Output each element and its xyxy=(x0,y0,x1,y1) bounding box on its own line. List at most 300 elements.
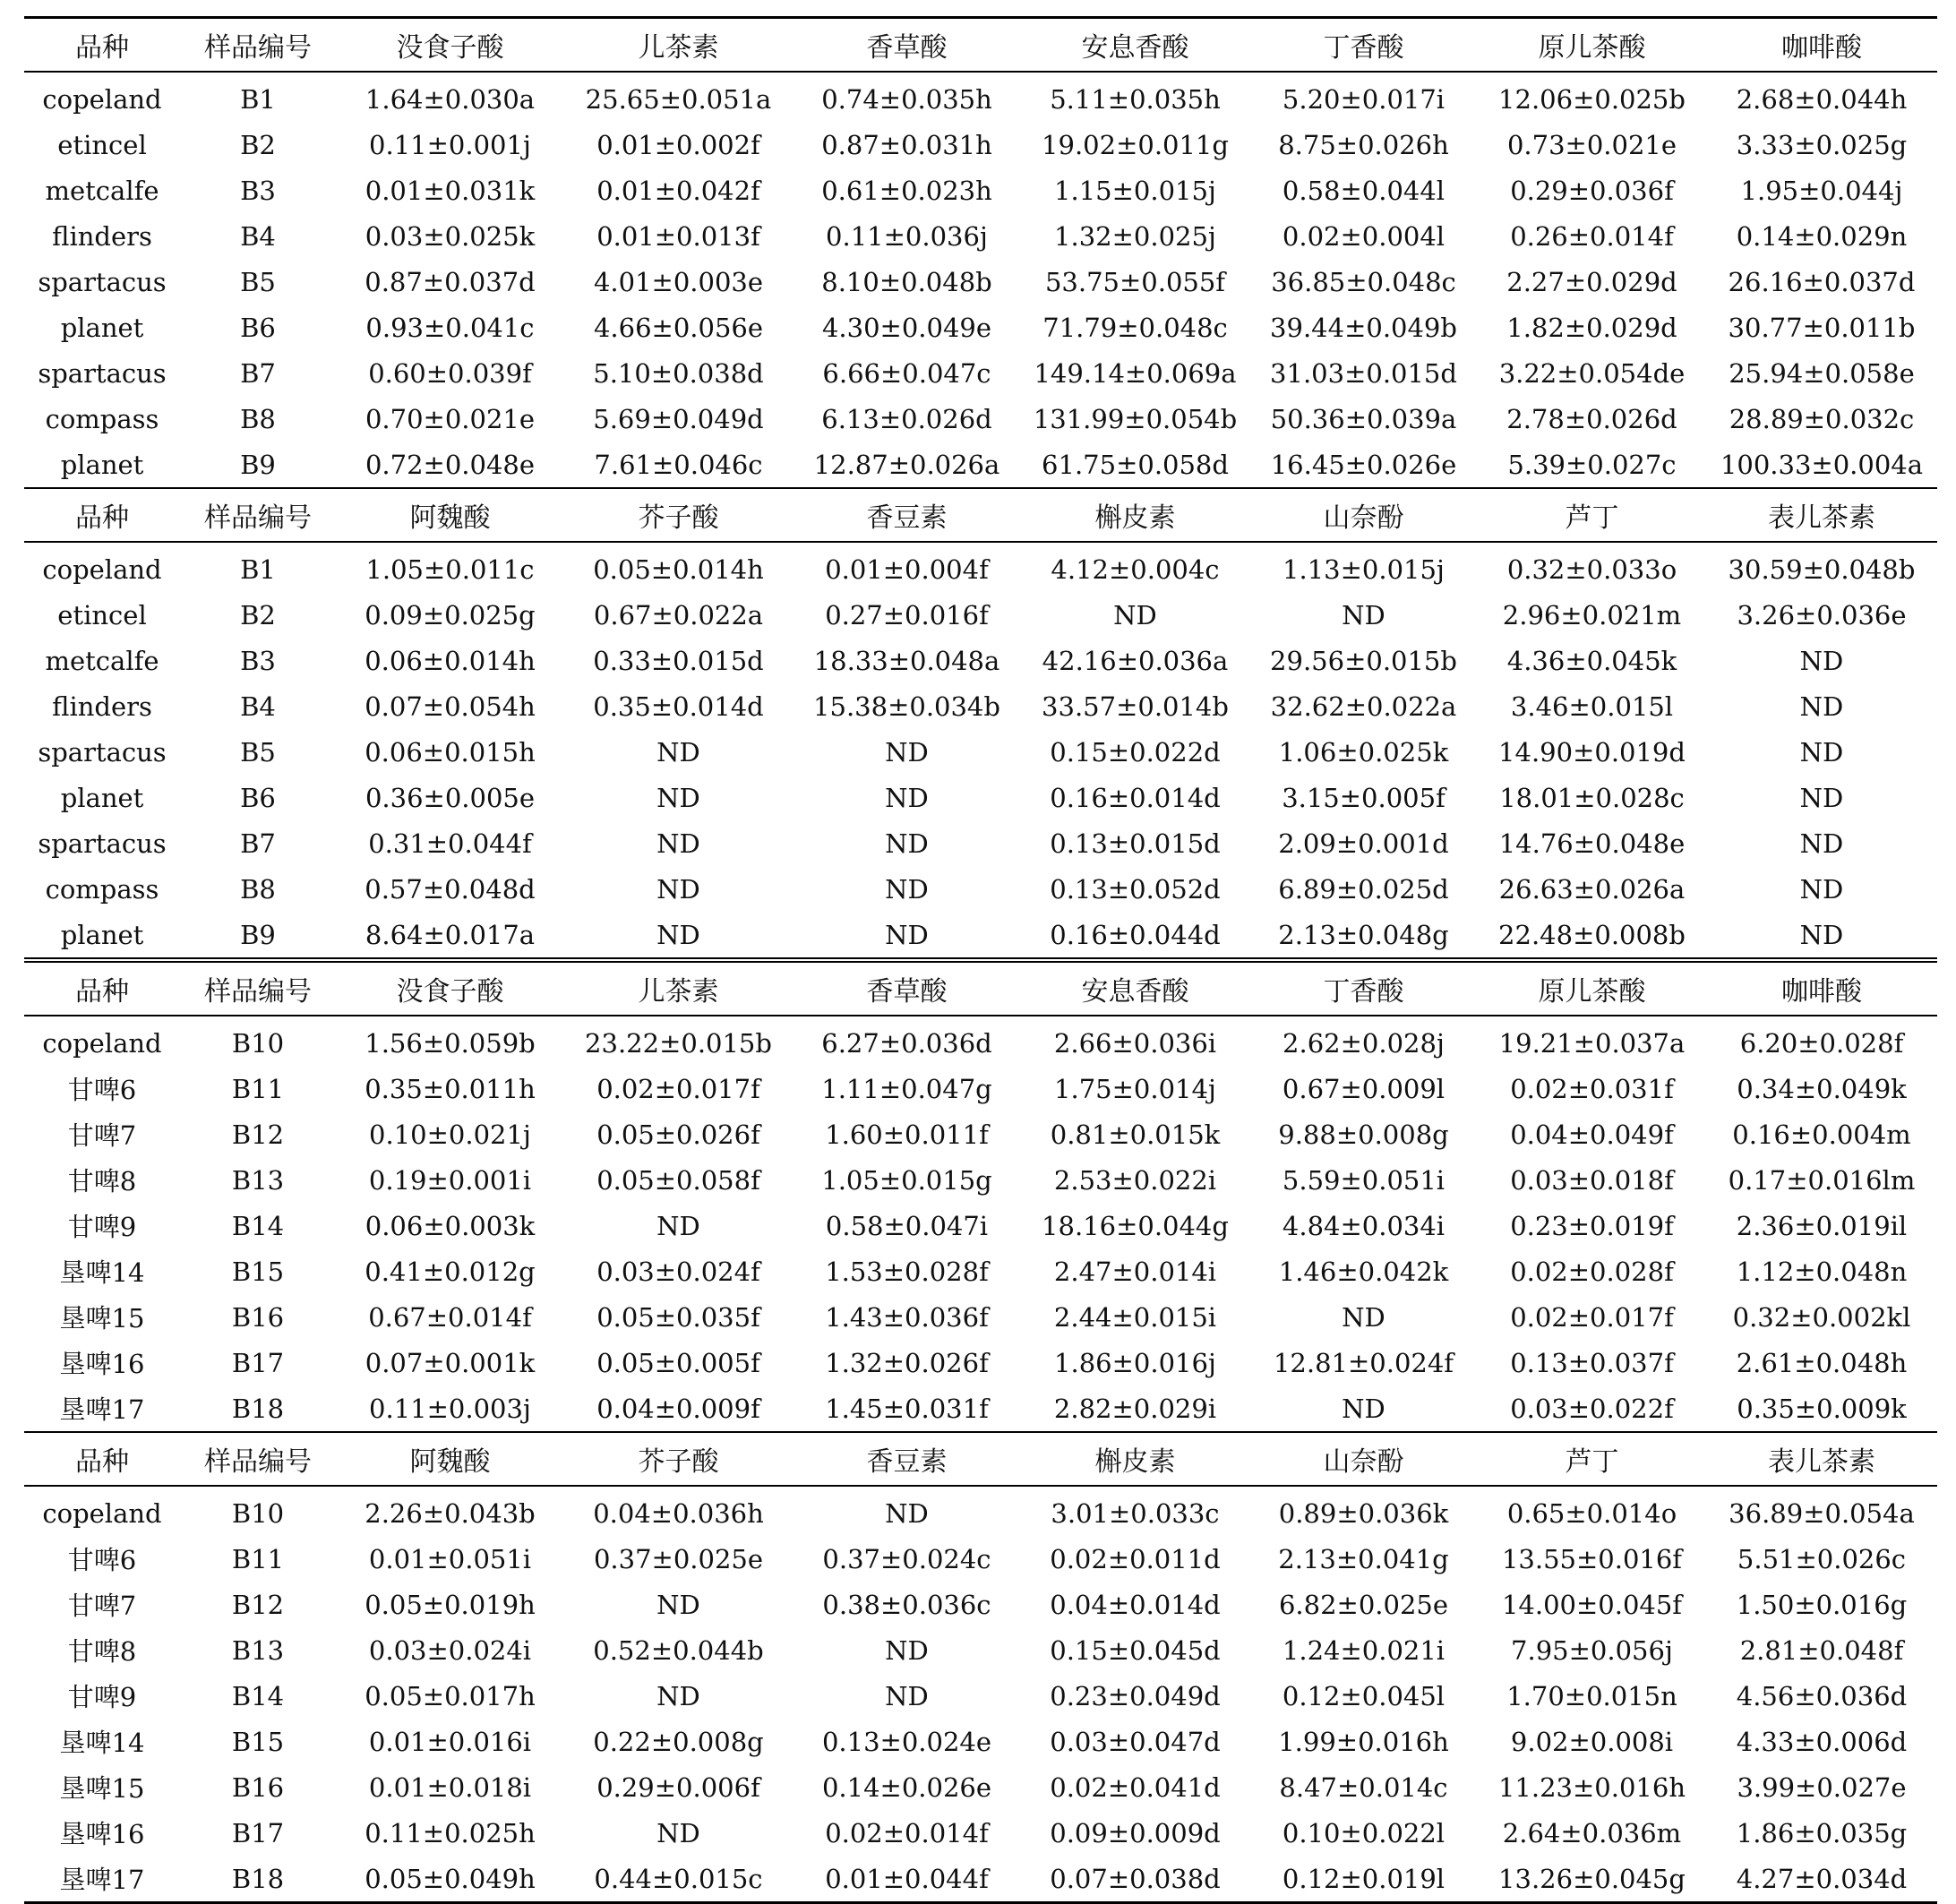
value-cell: 0.67±0.014f xyxy=(368,1301,532,1333)
value-cell: 5.10±0.038d xyxy=(593,357,764,389)
value-cell: 1.86±0.016j xyxy=(1054,1347,1216,1378)
value-cell: 0.01±0.031k xyxy=(365,175,536,206)
sample-id-cell: B1 xyxy=(240,83,276,115)
variety-cell: planet xyxy=(60,782,144,813)
value-cell: 0.01±0.051i xyxy=(368,1543,532,1574)
table-section-2 xyxy=(24,487,1937,957)
value-cell: 18.16±0.044g xyxy=(1042,1210,1229,1241)
variety-cell: flinders xyxy=(52,220,152,252)
variety-cell: 垦啤14 xyxy=(59,1257,145,1288)
sample-id-cell: B18 xyxy=(231,1863,285,1894)
value-cell: 13.26±0.045g xyxy=(1498,1863,1686,1894)
value-cell: 0.02±0.041d xyxy=(1050,1771,1221,1803)
value-cell: 0.19±0.001i xyxy=(368,1164,532,1196)
value-cell: 3.46±0.015l xyxy=(1510,690,1674,722)
value-cell: 2.36±0.019il xyxy=(1736,1210,1908,1241)
value-cell: 0.01±0.004f xyxy=(825,553,989,585)
value-cell: 5.11±0.035h xyxy=(1050,83,1221,115)
table-row xyxy=(24,775,1937,820)
sample-id-cell: B4 xyxy=(240,690,276,722)
column-header: 没食子酸 xyxy=(396,976,504,1008)
value-cell: 8.75±0.026h xyxy=(1278,129,1449,160)
value-cell: 0.60±0.039f xyxy=(368,357,532,389)
value-cell: 3.99±0.027e xyxy=(1737,1771,1907,1803)
value-cell: 25.65±0.051a xyxy=(585,83,772,115)
value-cell: 0.41±0.012g xyxy=(365,1256,536,1287)
value-cell: 0.12±0.019l xyxy=(1282,1863,1446,1894)
value-cell: 6.66±0.047c xyxy=(822,357,991,389)
variety-cell: planet xyxy=(60,919,144,950)
value-cell: 3.01±0.033c xyxy=(1051,1497,1220,1529)
value-cell: 1.12±0.048n xyxy=(1736,1256,1908,1287)
column-header: 香草酸 xyxy=(866,976,948,1008)
variety-cell: 甘啤6 xyxy=(67,1075,137,1105)
value-cell: 0.07±0.001k xyxy=(365,1347,536,1378)
table-row xyxy=(24,1582,1937,1627)
value-cell: ND xyxy=(1799,873,1844,905)
value-cell: 5.20±0.017i xyxy=(1282,83,1446,115)
value-cell: 0.33±0.015d xyxy=(593,645,764,676)
table-row xyxy=(24,1856,1937,1901)
value-cell: 0.04±0.014d xyxy=(1050,1589,1221,1620)
value-cell: 22.48±0.008b xyxy=(1498,919,1686,950)
sample-id-cell: B1 xyxy=(240,553,276,585)
value-cell: 0.15±0.045d xyxy=(1050,1634,1221,1666)
value-cell: ND xyxy=(885,1497,929,1529)
table-row xyxy=(24,1490,1937,1536)
table-section-3 xyxy=(24,957,1937,1431)
variety-cell: metcalfe xyxy=(45,645,159,676)
value-cell: 0.05±0.026f xyxy=(596,1119,760,1150)
value-cell: 3.26±0.036e xyxy=(1737,599,1907,630)
table-row xyxy=(24,213,1937,259)
value-cell: 1.06±0.025k xyxy=(1278,736,1449,768)
value-cell: 131.99±0.054b xyxy=(1033,403,1238,434)
variety-cell: 垦啤17 xyxy=(59,1394,145,1425)
value-cell: 2.26±0.043b xyxy=(365,1497,536,1529)
value-cell: 2.53±0.022i xyxy=(1053,1164,1217,1196)
variety-cell: compass xyxy=(45,403,159,434)
table-row xyxy=(24,76,1937,122)
variety-cell: copeland xyxy=(42,1497,162,1529)
column-header: 槲皮素 xyxy=(1094,502,1176,534)
value-cell: 1.13±0.015j xyxy=(1283,553,1445,585)
column-header: 山奈酚 xyxy=(1323,502,1404,534)
value-cell: 0.58±0.044l xyxy=(1282,175,1446,206)
column-header: 阿魏酸 xyxy=(409,502,491,534)
sample-id-cell: B10 xyxy=(231,1027,285,1059)
table-row xyxy=(24,1294,1937,1340)
value-cell: 0.11±0.025h xyxy=(365,1817,536,1848)
value-cell: 149.14±0.069a xyxy=(1034,357,1237,389)
value-cell: 0.09±0.009d xyxy=(1050,1817,1221,1848)
value-cell: 0.13±0.052d xyxy=(1050,873,1221,905)
value-cell: 0.67±0.022a xyxy=(593,599,764,630)
sample-id-cell: B14 xyxy=(231,1210,285,1241)
value-cell: 0.16±0.044d xyxy=(1050,919,1221,950)
variety-cell: 甘啤9 xyxy=(67,1212,137,1242)
value-cell: 28.89±0.032c xyxy=(1729,403,1915,434)
value-cell: 39.44±0.049b xyxy=(1270,312,1457,343)
table-body xyxy=(24,543,1937,957)
sample-id-cell: B4 xyxy=(240,220,276,252)
table-row xyxy=(24,1111,1937,1157)
value-cell: 0.01±0.018i xyxy=(368,1771,532,1803)
variety-cell: planet xyxy=(60,312,144,343)
sample-id-cell: B9 xyxy=(240,919,276,950)
column-header: 香豆素 xyxy=(866,1446,948,1478)
value-cell: ND xyxy=(1799,690,1844,722)
value-cell: ND xyxy=(656,736,700,768)
value-cell: 1.50±0.016g xyxy=(1736,1589,1908,1620)
value-cell: 19.02±0.011g xyxy=(1042,129,1229,160)
value-cell: 0.01±0.044f xyxy=(825,1863,989,1894)
value-cell: ND xyxy=(656,1589,700,1620)
value-cell: 26.16±0.037d xyxy=(1728,266,1916,297)
table-row xyxy=(24,442,1937,487)
value-cell: 0.61±0.023h xyxy=(821,175,992,206)
column-header: 芦丁 xyxy=(1565,502,1619,534)
variety-cell: spartacus xyxy=(38,828,167,859)
table-header-row xyxy=(24,19,1937,73)
value-cell: 1.99±0.016h xyxy=(1278,1726,1449,1757)
value-cell: 6.89±0.025d xyxy=(1278,873,1449,905)
table-header-row xyxy=(24,489,1937,543)
value-cell: 0.32±0.002kl xyxy=(1732,1301,1911,1333)
table-row xyxy=(24,1020,1937,1066)
value-cell: 0.11±0.001j xyxy=(369,129,531,160)
table-row xyxy=(24,866,1937,912)
value-cell: 0.03±0.024i xyxy=(368,1634,532,1666)
value-cell: 8.64±0.017a xyxy=(365,919,536,950)
value-cell: 6.13±0.026d xyxy=(821,403,992,434)
value-cell: 0.01±0.002f xyxy=(596,129,760,160)
column-header: 香草酸 xyxy=(866,32,948,64)
value-cell: 0.01±0.016i xyxy=(368,1726,532,1757)
column-header: 芥子酸 xyxy=(638,1446,719,1478)
value-cell: 31.03±0.015d xyxy=(1270,357,1457,389)
variety-cell: spartacus xyxy=(38,736,167,768)
value-cell: ND xyxy=(885,873,929,905)
value-cell: 0.81±0.015k xyxy=(1050,1119,1221,1150)
value-cell: 2.62±0.028j xyxy=(1283,1027,1445,1059)
value-cell: 0.09±0.025g xyxy=(365,599,536,630)
value-cell: 0.87±0.031h xyxy=(821,129,992,160)
variety-cell: 甘啤6 xyxy=(67,1545,137,1575)
table-row xyxy=(24,1764,1937,1810)
value-cell: 2.09±0.001d xyxy=(1278,828,1449,859)
value-cell: 0.35±0.014d xyxy=(593,690,764,722)
sample-id-cell: B6 xyxy=(240,782,276,813)
value-cell: 2.82±0.029i xyxy=(1053,1393,1217,1424)
value-cell: ND xyxy=(885,736,929,768)
value-cell: 0.05±0.035f xyxy=(596,1301,760,1333)
value-cell: 0.13±0.015d xyxy=(1050,828,1221,859)
table-header-row xyxy=(24,1433,1937,1487)
value-cell: 14.00±0.045f xyxy=(1501,1589,1683,1620)
value-cell: ND xyxy=(1799,645,1844,676)
value-cell: ND xyxy=(1342,1393,1386,1424)
value-cell: 0.73±0.021e xyxy=(1506,129,1677,160)
value-cell: 11.23±0.016h xyxy=(1497,1771,1686,1803)
sample-id-cell: B2 xyxy=(240,129,276,160)
value-cell: 0.32±0.033o xyxy=(1506,553,1677,585)
value-cell: 0.16±0.014d xyxy=(1050,782,1221,813)
variety-cell: copeland xyxy=(42,553,162,585)
column-header: 咖啡酸 xyxy=(1781,976,1862,1008)
value-cell: 0.58±0.047i xyxy=(825,1210,989,1241)
value-cell: 0.04±0.036h xyxy=(593,1497,764,1529)
table-row xyxy=(24,1385,1937,1431)
variety-cell: 甘啤7 xyxy=(67,1120,137,1151)
table-row xyxy=(24,729,1937,775)
value-cell: 8.47±0.014c xyxy=(1279,1771,1448,1803)
table-section-1 xyxy=(24,16,1937,487)
column-header: 香豆素 xyxy=(866,502,948,534)
value-cell: 2.81±0.048f xyxy=(1739,1634,1904,1666)
value-cell: 8.10±0.048b xyxy=(821,266,992,297)
value-cell: 2.66±0.036i xyxy=(1053,1027,1217,1059)
value-cell: 71.79±0.048c xyxy=(1042,312,1228,343)
value-cell: 4.66±0.056e xyxy=(593,312,764,343)
value-cell: 0.65±0.014o xyxy=(1506,1497,1677,1529)
value-cell: ND xyxy=(656,828,700,859)
value-cell: 4.56±0.036d xyxy=(1736,1680,1908,1711)
value-cell: 2.78±0.026d xyxy=(1506,403,1677,434)
value-cell: 29.56±0.015b xyxy=(1270,645,1457,676)
sample-id-cell: B15 xyxy=(231,1256,285,1287)
variety-cell: metcalfe xyxy=(45,175,159,206)
value-cell: 33.57±0.014b xyxy=(1042,690,1229,722)
value-cell: 0.13±0.024e xyxy=(821,1726,992,1757)
value-cell: 1.24±0.021i xyxy=(1282,1634,1446,1666)
variety-cell: 甘啤7 xyxy=(67,1591,137,1621)
table-row xyxy=(24,396,1937,442)
column-header: 没食子酸 xyxy=(396,32,504,64)
column-header: 安息香酸 xyxy=(1081,32,1189,64)
value-cell: 0.89±0.036k xyxy=(1278,1497,1449,1529)
column-header: 品种 xyxy=(75,976,129,1008)
value-cell: 0.93±0.041c xyxy=(365,312,535,343)
table-row xyxy=(24,122,1937,167)
value-cell: 0.02±0.017f xyxy=(1510,1301,1674,1333)
table-row xyxy=(24,1203,1937,1248)
value-cell: ND xyxy=(1113,599,1157,630)
variety-cell: spartacus xyxy=(38,357,167,389)
column-header: 芥子酸 xyxy=(638,502,719,534)
value-cell: 0.29±0.036f xyxy=(1510,175,1674,206)
variety-cell: 垦啤16 xyxy=(59,1819,145,1849)
value-cell: 5.59±0.051i xyxy=(1282,1164,1446,1196)
sample-id-cell: B10 xyxy=(231,1497,285,1529)
value-cell: ND xyxy=(656,919,700,950)
table-row xyxy=(24,167,1937,213)
value-cell: 1.60±0.011f xyxy=(825,1119,989,1150)
value-cell: 14.90±0.019d xyxy=(1498,736,1686,768)
table-row xyxy=(24,1810,1937,1856)
value-cell: 0.67±0.009l xyxy=(1282,1073,1446,1104)
value-cell: 0.36±0.005e xyxy=(365,782,536,813)
column-header: 儿茶素 xyxy=(638,32,719,64)
value-cell: 0.31±0.044f xyxy=(368,828,532,859)
value-cell: 0.74±0.035h xyxy=(821,83,992,115)
sample-id-cell: B8 xyxy=(240,873,276,905)
variety-cell: spartacus xyxy=(38,266,167,297)
value-cell: 30.77±0.011b xyxy=(1728,312,1916,343)
value-cell: 0.27±0.016f xyxy=(825,599,989,630)
table-row xyxy=(24,350,1937,396)
variety-cell: 垦啤14 xyxy=(59,1728,145,1758)
value-cell: 0.23±0.049d xyxy=(1050,1680,1221,1711)
value-cell: ND xyxy=(1799,782,1844,813)
table-row xyxy=(24,638,1937,683)
value-cell: 0.05±0.049h xyxy=(365,1863,536,1894)
value-cell: 0.37±0.025e xyxy=(593,1543,764,1574)
column-header: 儿茶素 xyxy=(638,976,719,1008)
value-cell: 0.11±0.036j xyxy=(826,220,988,252)
value-cell: 0.02±0.028f xyxy=(1510,1256,1674,1287)
value-cell: ND xyxy=(1799,919,1844,950)
column-header: 品种 xyxy=(75,32,129,64)
value-cell: 4.12±0.004c xyxy=(1051,553,1220,585)
variety-cell: planet xyxy=(60,449,144,480)
value-cell: 6.20±0.028f xyxy=(1739,1027,1904,1059)
value-cell: 1.75±0.014j xyxy=(1054,1073,1216,1104)
value-cell: 0.02±0.014f xyxy=(825,1817,989,1848)
table-row xyxy=(24,1066,1937,1111)
value-cell: 3.33±0.025g xyxy=(1736,129,1908,160)
column-header: 样品编号 xyxy=(204,502,312,534)
table-body xyxy=(24,73,1937,487)
value-cell: ND xyxy=(656,1680,700,1711)
value-cell: 5.51±0.026c xyxy=(1737,1543,1907,1574)
table-row xyxy=(24,1248,1937,1294)
value-cell: 0.05±0.019h xyxy=(365,1589,536,1620)
sample-id-cell: B2 xyxy=(240,599,276,630)
variety-cell: 垦啤15 xyxy=(59,1773,145,1804)
value-cell: 0.35±0.009k xyxy=(1737,1393,1907,1424)
column-header: 咖啡酸 xyxy=(1781,32,1862,64)
column-header: 槲皮素 xyxy=(1094,1446,1176,1478)
table-body xyxy=(24,1487,1937,1901)
value-cell: 4.27±0.034d xyxy=(1736,1863,1908,1894)
value-cell: 42.16±0.036a xyxy=(1042,645,1229,676)
value-cell: 0.87±0.037d xyxy=(365,266,536,297)
value-cell: 6.27±0.036d xyxy=(821,1027,992,1059)
value-cell: 0.02±0.017f xyxy=(596,1073,760,1104)
column-header: 品种 xyxy=(75,502,129,534)
value-cell: 0.07±0.054h xyxy=(365,690,536,722)
column-header: 样品编号 xyxy=(204,976,312,1008)
value-cell: 0.57±0.048d xyxy=(365,873,536,905)
value-cell: 18.33±0.048a xyxy=(813,645,1000,676)
value-cell: 0.05±0.005f xyxy=(596,1347,760,1378)
value-cell: 13.55±0.016f xyxy=(1501,1543,1683,1574)
value-cell: 0.03±0.018f xyxy=(1510,1164,1674,1196)
variety-cell: copeland xyxy=(42,1027,162,1059)
sample-id-cell: B3 xyxy=(240,175,276,206)
value-cell: 0.70±0.021e xyxy=(365,403,536,434)
value-cell: 2.61±0.048h xyxy=(1736,1347,1908,1378)
value-cell: 12.06±0.025b xyxy=(1498,83,1686,115)
value-cell: 3.22±0.054de xyxy=(1498,357,1686,389)
value-cell: 12.81±0.024f xyxy=(1273,1347,1454,1378)
sample-id-cell: B13 xyxy=(231,1164,285,1196)
value-cell: 9.88±0.008g xyxy=(1278,1119,1449,1150)
value-cell: ND xyxy=(656,782,700,813)
value-cell: 0.04±0.049f xyxy=(1510,1119,1674,1150)
value-cell: 0.11±0.003j xyxy=(369,1393,531,1424)
value-cell: 0.15±0.022d xyxy=(1050,736,1221,768)
value-cell: 61.75±0.058d xyxy=(1042,449,1229,480)
value-cell: 0.34±0.049k xyxy=(1737,1073,1907,1104)
value-cell: 0.29±0.006f xyxy=(596,1771,760,1803)
value-cell: 2.68±0.044h xyxy=(1736,83,1908,115)
value-cell: 23.22±0.015b xyxy=(585,1027,772,1059)
column-header: 阿魏酸 xyxy=(409,1446,491,1478)
value-cell: 16.45±0.026e xyxy=(1270,449,1457,480)
sample-id-cell: B11 xyxy=(231,1073,285,1104)
value-cell: 26.63±0.026a xyxy=(1498,873,1686,905)
value-cell: 0.44±0.015c xyxy=(594,1863,763,1894)
variety-cell: 垦啤16 xyxy=(59,1349,145,1379)
value-cell: 2.13±0.041g xyxy=(1278,1543,1449,1574)
value-cell: 0.07±0.038d xyxy=(1050,1863,1221,1894)
value-cell: 0.22±0.008g xyxy=(593,1726,764,1757)
value-cell: ND xyxy=(1342,1301,1386,1333)
value-cell: 0.14±0.026e xyxy=(821,1771,992,1803)
value-cell: 1.70±0.015n xyxy=(1506,1680,1677,1711)
sample-id-cell: B17 xyxy=(231,1347,285,1378)
value-cell: 0.02±0.011d xyxy=(1050,1543,1221,1574)
sample-id-cell: B11 xyxy=(231,1543,285,1574)
value-cell: 1.53±0.028f xyxy=(825,1256,989,1287)
value-cell: 3.15±0.005f xyxy=(1282,782,1446,813)
value-cell: 36.85±0.048c xyxy=(1271,266,1456,297)
sample-id-cell: B6 xyxy=(240,312,276,343)
value-cell: ND xyxy=(885,1680,929,1711)
value-cell: 0.04±0.009f xyxy=(596,1393,760,1424)
value-cell: 0.38±0.036c xyxy=(822,1589,991,1620)
value-cell: 0.03±0.025k xyxy=(365,220,536,252)
value-cell: 30.59±0.048b xyxy=(1728,553,1916,585)
value-cell: 4.33±0.006d xyxy=(1736,1726,1908,1757)
value-cell: 4.84±0.034i xyxy=(1282,1210,1446,1241)
table-row xyxy=(24,1536,1937,1582)
value-cell: 0.23±0.019f xyxy=(1510,1210,1674,1241)
sample-id-cell: B5 xyxy=(240,736,276,768)
value-cell: 1.05±0.015g xyxy=(821,1164,992,1196)
sample-id-cell: B7 xyxy=(240,828,276,859)
value-cell: 7.95±0.056j xyxy=(1511,1634,1673,1666)
value-cell: 0.05±0.014h xyxy=(593,553,764,585)
value-cell: 7.61±0.046c xyxy=(594,449,763,480)
table-row xyxy=(24,1673,1937,1719)
sample-id-cell: B16 xyxy=(231,1771,285,1803)
table-header-row xyxy=(24,963,1937,1016)
value-cell: ND xyxy=(885,828,929,859)
table-row xyxy=(24,304,1937,350)
value-cell: 1.15±0.015j xyxy=(1054,175,1216,206)
value-cell: 2.64±0.036m xyxy=(1502,1817,1682,1848)
column-header: 原儿茶酸 xyxy=(1538,976,1646,1008)
value-cell: 2.47±0.014i xyxy=(1053,1256,1217,1287)
value-cell: 0.06±0.003k xyxy=(365,1210,536,1241)
column-header: 表儿茶素 xyxy=(1768,502,1875,534)
value-cell: 1.43±0.036f xyxy=(825,1301,989,1333)
value-cell: ND xyxy=(1799,828,1844,859)
value-cell: 0.52±0.044b xyxy=(593,1634,764,1666)
